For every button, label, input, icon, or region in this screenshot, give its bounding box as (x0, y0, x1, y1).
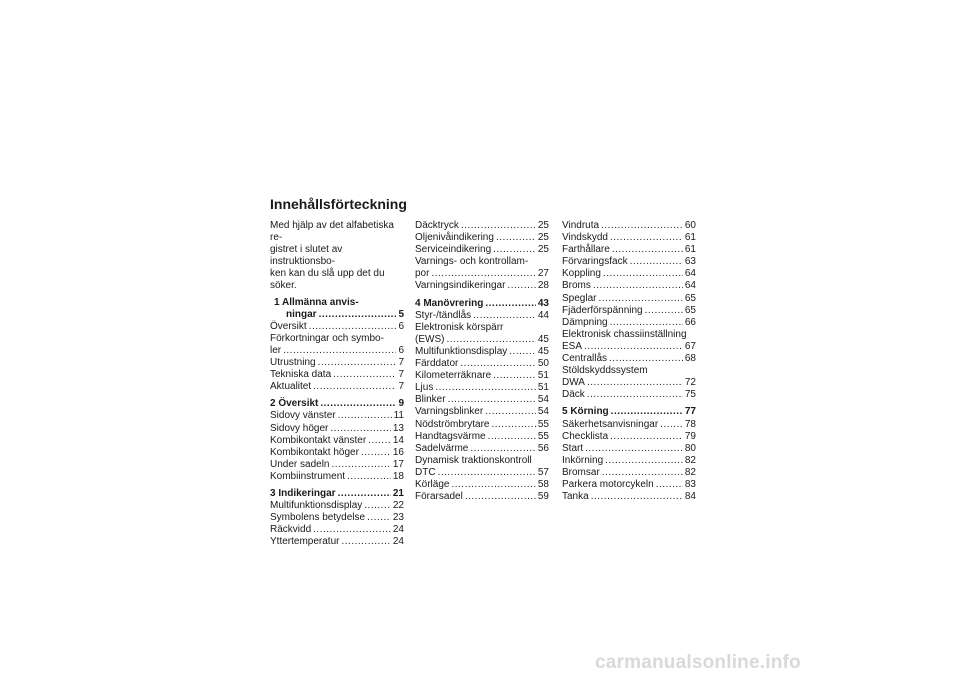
toc-entry-page: 44 (537, 309, 549, 321)
toc-entry[interactable] (415, 491, 549, 503)
toc-entry-title: por (415, 268, 430, 280)
toc-entry-title: Sidovy vänster (270, 410, 336, 422)
toc-entry-title: Aktualitet (270, 381, 312, 393)
toc-column-1 (270, 220, 404, 548)
toc-entry-page: 80 (684, 442, 696, 454)
toc-entry-title: Däcktryck (415, 220, 459, 231)
toc-entry-page: 7 (398, 369, 404, 381)
toc-entry[interactable] (562, 389, 696, 401)
toc-entry-page: 6 (398, 344, 404, 356)
toc-entry[interactable] (270, 423, 404, 435)
toc-entry[interactable] (562, 467, 696, 479)
toc-entry-page: 63 (684, 256, 696, 268)
toc-entry-title: DWA (562, 377, 585, 389)
toc-entry-page: 27 (537, 268, 549, 280)
toc-entry[interactable] (562, 244, 696, 256)
toc-entry-continuation: Elektronisk chassiinställning (562, 328, 687, 340)
intro-line: gistret i slutet av instruktionsbo- (270, 244, 343, 268)
intro-text (270, 220, 404, 293)
toc-entry[interactable] (415, 419, 549, 431)
toc-entry[interactable] (415, 310, 549, 322)
toc-entry[interactable] (415, 431, 549, 443)
toc-entry-title: Kombikontakt vänster (270, 434, 367, 446)
toc-column-3 (562, 220, 696, 503)
toc-entry[interactable] (562, 220, 696, 232)
toc-entry[interactable] (270, 410, 404, 422)
toc-entry-title: Bromsar (562, 466, 600, 478)
toc-entry-title: Start (562, 442, 584, 454)
toc-entry-title: Handtagsvärme (415, 430, 486, 442)
toc-entry-title: Broms (562, 280, 591, 292)
toc-entry[interactable] (562, 341, 696, 353)
toc-entry-page: 57 (537, 466, 549, 478)
toc-entry-title: Nödströmbrytare (415, 418, 490, 430)
toc-entry-page: 21 (392, 487, 404, 499)
toc-entry-page: 45 (537, 345, 549, 357)
toc-entry[interactable] (415, 467, 549, 479)
toc-entry[interactable] (415, 370, 549, 382)
toc-entry[interactable] (562, 293, 696, 305)
toc-entry-page: 7 (398, 381, 404, 393)
toc-entry[interactable] (270, 321, 404, 333)
toc-entry-title: Förarsadel (415, 491, 463, 503)
toc-entry[interactable] (562, 431, 696, 443)
toc-section-heading[interactable] (562, 406, 696, 418)
toc-entry-title: ningar (286, 308, 317, 320)
toc-entry-title: Styr-/tändlås (415, 309, 472, 321)
toc-entry-title: Färddator (415, 358, 459, 370)
toc-entry-title: Kombiinstrument (270, 470, 346, 482)
toc-entry-page: 82 (684, 466, 696, 478)
toc-entry-continuation: Stöldskyddssystem (562, 365, 648, 377)
toc-entry-title: Under sadeln (270, 458, 330, 470)
toc-entry[interactable] (562, 268, 696, 280)
toc-entry[interactable] (415, 406, 549, 418)
toc-entry-title: Översikt (270, 320, 307, 332)
toc-entry-page: 82 (684, 454, 696, 466)
toc-entry-page: 54 (537, 406, 549, 418)
toc-entry-page: 60 (684, 220, 696, 231)
toc-entry-page: 64 (684, 268, 696, 280)
toc-entry-title: Checklista (562, 430, 609, 442)
toc-entry[interactable] (415, 268, 549, 280)
toc-entry[interactable] (270, 524, 404, 536)
toc-entry[interactable] (415, 382, 549, 394)
toc-entry-title: Tekniska data (270, 369, 332, 381)
toc-entry-page: 24 (392, 524, 404, 536)
toc-entry[interactable] (562, 491, 696, 503)
toc-entry[interactable] (562, 455, 696, 467)
toc-entry[interactable] (415, 220, 549, 232)
toc-entry-title: 4 Manövrering (415, 297, 484, 309)
toc-entry-title: Fjäderförspänning (562, 304, 643, 316)
toc-entry-title: Kilometerräknare (415, 370, 492, 382)
toc-entry-page: 54 (537, 394, 549, 406)
toc-entry-title: Däck (562, 389, 585, 401)
toc-entry-title: Farthållare (562, 244, 610, 256)
toc-entry[interactable] (562, 280, 696, 292)
toc-entry-page: 51 (537, 370, 549, 382)
toc-entry-page: 51 (537, 382, 549, 394)
toc-entry[interactable] (415, 244, 549, 256)
toc-entry-title: Dämpning (562, 316, 608, 328)
toc-entry-title: ler (270, 344, 282, 356)
toc-entry-title: Vindskydd (562, 232, 608, 244)
toc-entry[interactable] (415, 394, 549, 406)
toc-entry-page: 5 (398, 308, 404, 320)
toc-entry-title: Koppling (562, 268, 601, 280)
toc-entry-title: Räckvidd (270, 524, 312, 536)
toc-entry-page: 75 (684, 389, 696, 401)
toc-entry-title: Multifunktionsdisplay (415, 345, 508, 357)
toc-column-2 (415, 220, 549, 503)
toc-entry-continuation: Förkortningar och symbo- (270, 332, 384, 344)
toc-entry-page: 65 (684, 304, 696, 316)
toc-entry[interactable] (562, 353, 696, 365)
toc-entry-title: Yttertemperatur (270, 536, 340, 548)
toc-entry-page: 78 (684, 418, 696, 430)
toc-entry-page: 16 (392, 446, 404, 458)
toc-entry-continuation: Elektronisk körspärr (415, 321, 504, 333)
toc-entry-page: 55 (537, 418, 549, 430)
toc-entry[interactable] (270, 500, 404, 512)
toc-entry-page: 6 (398, 320, 404, 332)
toc-entry[interactable] (562, 479, 696, 491)
toc-entry[interactable] (270, 447, 404, 459)
toc-entry-title: Symbolens betydelse (270, 512, 366, 524)
toc-entry-title: Utrustning (270, 357, 316, 369)
toc-entry-page: 50 (537, 358, 549, 370)
toc-section-heading[interactable] (415, 298, 549, 310)
toc-entry-page: 58 (537, 478, 549, 490)
toc-section-heading[interactable] (270, 398, 404, 410)
toc-entry-continuation: Varnings- och kontrollam- (415, 256, 529, 268)
toc-entry-title: Serviceindikering (415, 244, 492, 256)
toc-entry-title: Ljus (415, 382, 434, 394)
toc-entry-title: Oljenivåindikering (415, 232, 494, 244)
toc-entry-title: Varningsblinker (415, 406, 484, 418)
toc-entry-title: Säkerhetsanvisningar (562, 418, 659, 430)
toc-entry-page: 84 (684, 491, 696, 503)
toc-entry-page: 66 (684, 316, 696, 328)
toc-entry[interactable] (415, 232, 549, 244)
toc-entry-page: 65 (684, 292, 696, 304)
toc-entry[interactable] (562, 305, 696, 317)
toc-entry-title: 3 Indikeringar (270, 487, 336, 499)
toc-entry-title: 5 Körning (562, 406, 609, 418)
intro-line: Med hjälp av det alfabetiska re- (270, 220, 394, 244)
page-title: Innehållsförteckning (270, 196, 407, 212)
toc-entry-page: 61 (684, 232, 696, 244)
toc-entry-title: Vindruta (562, 220, 600, 231)
toc-entry[interactable] (562, 256, 696, 268)
toc-entry[interactable] (562, 232, 696, 244)
toc-entry-title: 2 Översikt (270, 398, 319, 410)
toc-entry[interactable] (270, 435, 404, 447)
toc-entry[interactable] (562, 443, 696, 455)
toc-entry[interactable] (562, 317, 696, 329)
toc-entry-title: Blinker (415, 394, 446, 406)
toc-entry-page: 28 (537, 280, 549, 292)
toc-entry-page: 9 (398, 398, 404, 410)
toc-section-heading[interactable] (270, 488, 404, 500)
toc-entry-page: 67 (684, 340, 696, 352)
toc-entry-page: 17 (392, 458, 404, 470)
toc-entry-page: 7 (398, 357, 404, 369)
toc-entry-title: Kombikontakt höger (270, 446, 359, 458)
toc-entry[interactable] (415, 358, 549, 370)
toc-entry-page: 61 (684, 244, 696, 256)
toc-entry-page: 59 (537, 491, 549, 503)
toc-entry[interactable] (270, 512, 404, 524)
toc-entry-page: 83 (684, 478, 696, 490)
toc-entry-title: Sidovy höger (270, 422, 329, 434)
toc-entry[interactable] (270, 369, 404, 381)
toc-entry-page: 68 (684, 353, 696, 365)
intro-line: ken kan du slå upp det du söker. (270, 268, 385, 292)
toc-entry-page: 25 (537, 232, 549, 244)
toc-entry-page: 64 (684, 280, 696, 292)
toc-entry-title: Varningsindikeringar (415, 280, 506, 292)
toc-entry-page: 45 (537, 333, 549, 345)
toc-entry-continuation: Dynamisk traktionskontroll (415, 454, 532, 466)
toc-entry[interactable] (270, 357, 404, 369)
toc-entry[interactable] (415, 280, 549, 292)
toc-entry-title: ESA (562, 340, 583, 352)
toc-entry[interactable] (270, 536, 404, 548)
toc-entry-page: 25 (537, 244, 549, 256)
toc-entry[interactable] (562, 419, 696, 431)
toc-entry-page: 22 (392, 500, 404, 512)
toc-entry[interactable] (270, 459, 404, 471)
toc-entry[interactable] (270, 345, 404, 357)
toc-section-heading[interactable] (270, 309, 404, 321)
toc-entry-page: 79 (684, 430, 696, 442)
toc-entry-title: Multifunktionsdisplay (270, 500, 363, 512)
toc-entry-page: 18 (392, 470, 404, 482)
toc-entry-title: Sadelvärme (415, 442, 469, 454)
toc-entry-title: Speglar (562, 292, 597, 304)
toc-entry[interactable] (415, 479, 549, 491)
toc-entry-page: 55 (537, 430, 549, 442)
toc-entry-page: 24 (392, 536, 404, 548)
toc-entry-page: 23 (392, 512, 404, 524)
toc-entry[interactable] (415, 443, 549, 455)
toc-entry-title: Förvaringsfack (562, 256, 628, 268)
toc-entry-title: Parkera motorcykeln (562, 478, 654, 490)
toc-entry[interactable] (270, 381, 404, 393)
toc-entry-page: 43 (537, 297, 549, 309)
toc-entry[interactable] (415, 346, 549, 358)
toc-entry-title: Centrallås (562, 353, 608, 365)
toc-entry-page: 11 (393, 410, 404, 422)
toc-entry-page: 56 (537, 442, 549, 454)
toc-entry[interactable] (270, 471, 404, 483)
toc-entry-page: 13 (392, 422, 404, 434)
toc-entry-title: Tanka (562, 491, 589, 503)
toc-entry-title: Inkörning (562, 454, 604, 466)
toc-entry-page: 25 (537, 220, 549, 231)
toc-entry-page: 77 (684, 406, 696, 418)
toc-entry-title: DTC (415, 466, 436, 478)
toc-entry[interactable] (562, 377, 696, 389)
toc-entry-title: Körläge (415, 478, 450, 490)
toc-entry-title: (EWS) (415, 333, 445, 345)
watermark: carmanualsonline.info (595, 652, 801, 673)
toc-entry-page: 72 (684, 377, 696, 389)
toc-entry-page: 14 (392, 434, 404, 446)
toc-entry[interactable] (415, 334, 549, 346)
toc-section-heading[interactable]: 1 Allmänna anvis- (274, 296, 359, 308)
